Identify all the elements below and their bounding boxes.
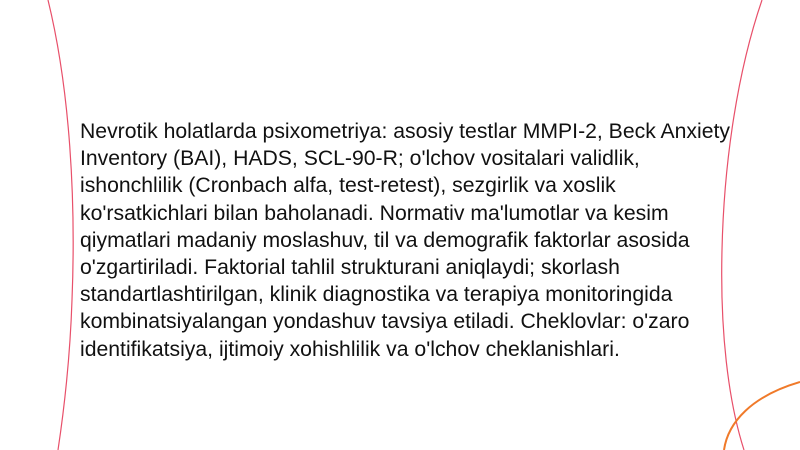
left-curve-line — [48, 0, 73, 450]
body-paragraph: Nevrotik holatlarda psixometriya: asosiy testlar MMPI-2, Beck Anxiety Inventory (BAI), HADS, SCL-90-R; o'lchov vositalari validlik, ishonchlilik (Cronbach alfa, test-retest), sezgirlik va xoslik ko'rsatkichlari bilan baholanadi. Normativ ma'lumotlar va kesim qiymatlari madaniy moslashuv, til va demografik faktorlar asosida o'zgartiriladi. Faktorial tahlil strukturani aniqlaydi; skorlash standartlashtirilgan, klinik diagnostika va terapiya monitoringida kombinatsiyalangan yondashuv tavsiya etiladi. Cheklovlar: o'zaro identifikatsiya, ijtimoiy xohishlilik va o'lchov cheklanishlari. — [80, 120, 730, 361]
